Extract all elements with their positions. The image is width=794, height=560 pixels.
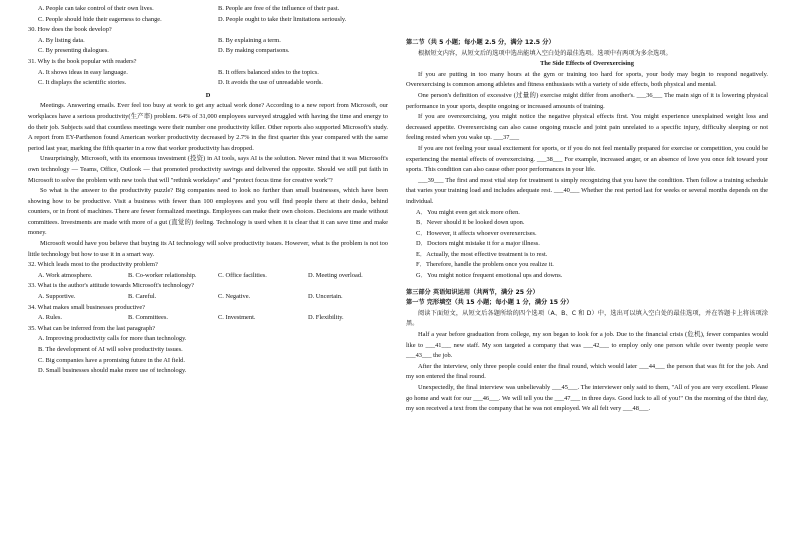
passage-title: The Side Effects of Overexercising xyxy=(540,60,634,68)
passage-paragraph: Unsurprisingly, Microsoft, with its enormous investment (投资) in AI tools, says AI is the solution. Never mind that it was Microsoft's own technology — Teams, Office, Outlook — that promoted productivity savings and delivered the opposite. Should we still put faith in Microsoft to solve the problem with new tools that will "rethink workdays" and "protect focus time for creative work"? xyxy=(28,155,388,184)
option: C. By presenting dialogues. xyxy=(38,47,109,55)
option: B. People are free of the influence of their past. xyxy=(218,5,340,12)
cloze-paragraph: Unexpectedly, the final interview was unbelievably ___45___. The interviewer only said to them, "All of you are very excellent. Please go home and wait for our ___46___. We will tell you the ___47___ in three days. Good luck to all of you!" On the morning of the third day, my son received a text from the company that he was not employed. We all felt very ___48___. xyxy=(406,384,768,413)
option: B. Committees. xyxy=(128,314,168,322)
option: A. Improving productivity calls for more than technology. xyxy=(38,335,187,343)
cloze-paragraph: Half a year before graduation from college, my son began to look for a job. Due to the financial crisis (危机), fewer companies would like to ___41___ new staff. My son targeted a company that was ___42___ to employ only one person while over twenty people were ___43___ the job. xyxy=(406,331,768,360)
question-32: 32. Which leads most to the productivity problem? xyxy=(28,261,158,269)
part-3-heading: 第三部分 英语知识运用（共两节，满分 25 分） xyxy=(406,288,539,296)
option: D. Uncertain. xyxy=(308,293,343,301)
option: C. Big companies have a promising future in the AI field. xyxy=(38,356,185,364)
option-row xyxy=(28,292,388,303)
option: C. Investment. xyxy=(218,314,256,322)
option-row xyxy=(28,15,388,26)
part-3-subheading: 第一节 完形填空（共 15 小题；每小题 1 分，满分 15 分） xyxy=(406,299,573,307)
section-2-instructions: 根据短文内容，从短文后的选项中选出能填入空白处的最佳选项。选项中有两项为多余选项。 xyxy=(418,49,672,57)
section-2-heading: 第二节（共 5 小题；每小题 2.5 分，满分 12.5 分） xyxy=(406,39,555,46)
question-33: 33. What is the author's attitude towards Microsoft's technology? xyxy=(28,282,195,290)
passage-paragraph: If you are overexercising, you might notice the negative physical effects first. You might experience unexplained weight loss and decreased appetite. Overexercising can also cause ongoing muscle and joint pain unrelated to a specific injury, difficulty sleeping or not feeling rested when you wake up. ___37___ xyxy=(406,113,768,142)
passage-paragraph: If you are putting in too many hours at the gym or training too hard for sports, your body may begin to respond negatively. Overexercising is common among athletes and fitness enthusiasts with a variety of side effects, both physical and mental. xyxy=(406,70,768,89)
option-row xyxy=(28,68,388,79)
option: A. It shows ideas in easy language. xyxy=(38,68,128,76)
option: B. Careful. xyxy=(128,293,157,301)
option: A. Rules. xyxy=(38,314,62,322)
option: A. People can take control of their own lives. xyxy=(38,5,154,12)
question-31: 31. Why is the book popular with readers? xyxy=(28,57,137,65)
option: E．Actually, the most effective treatment is to rest. xyxy=(416,250,548,258)
right-column xyxy=(406,4,768,415)
option: F．Therefore, handle the problem once you realize it. xyxy=(416,261,554,269)
option: C．However, it affects whoever overexercises. xyxy=(416,229,537,237)
option: D．Doctors might mistake it for a major illness. xyxy=(416,240,540,248)
passage-paragraph: If you are not feeling your usual excitement for sports, or if you do not feel mentally prepared for exercise or competition, you could be experiencing the mental effects of overexercising. ___38___ For example, increased anger, or an absence of love you once felt toward your sports. This condition can also cause other poor performances in your life. xyxy=(406,144,768,174)
option: D. Meeting overload. xyxy=(308,271,363,279)
left-column xyxy=(28,4,388,377)
option: B．Never should it be looked down upon. xyxy=(416,219,525,227)
section-d-heading: D xyxy=(205,91,211,99)
option-row xyxy=(28,271,388,282)
passage-paragraph: Microsoft would have you believe that buying its AI technology will solve productivity issues. However, what is the problem is not too little technology but how to use it in a smart way. xyxy=(28,240,388,258)
option-row xyxy=(28,78,388,89)
option: C. It displays the scientific stories. xyxy=(38,79,127,87)
option: C. Negative. xyxy=(218,293,251,301)
option: B. By explaining a term. xyxy=(218,36,281,44)
passage-paragraph: Meetings. Answering emails. Ever feel too busy at work to get any actual work done? According to a new report from Microsoft, our workplaces have a serious productivity(生产率) problem. 64% of 31,000 employees surveyed struggled with having the time and energy to do their job. Subjects said that countless meetings were their number one productivity killer. Other reports also supported Microsoft's study. A report from EY-Parthenon found American worker productivity decreased by 2.7% in the first quarter this year compared with the same period last year, marking the fifth quarter in a row that worker productivity has dropped. xyxy=(28,102,388,152)
option: D. By making comparisons. xyxy=(218,47,290,55)
question-30: 30. How does the book develop? xyxy=(28,26,112,34)
passage-paragraph: ___39___ The first and most vital step for treatment is simply recognizing that you have the condition. Then follow a training schedule that varies your training load and includes adequate rest. ___40___ Whether the rest period last for weeks or several months depends on the individual. xyxy=(406,176,768,205)
option: A. Work atmosphere. xyxy=(38,271,93,279)
option: D. People ought to take their limitations seriously. xyxy=(218,15,347,23)
cloze-paragraph: After the interview, only three people could enter the final round, which would later ___44___ the person that was fit for the job. And my son entered the final round. xyxy=(406,362,768,381)
option: B. Co-worker relationship. xyxy=(128,271,197,279)
passage-paragraph: One person's definition of excessive (过量的) exercise might differ from another's. ___36___ The main sign of it is lowering physical performance in your sports, despite ongoing or increased amounts of training. xyxy=(406,91,768,110)
passage-paragraph: So what is the answer to the productivity puzzle? Big companies need to look no further than small businesses, which have been showing how to be productive. Visit a business with fewer than 100 employees and you will find people there at their desks, behind counters, or in front of machines. There are fewer formalized meetings. Employees can make their own choices. Decisions are made without committees. Investments are made with more of a gut (直觉的) feeling. Technology is used when it is clear that it can save time and make money. xyxy=(28,187,388,237)
option: B. The development of AI will solve productivity issues. xyxy=(38,346,183,353)
option: C. People should hide their eagerness to change. xyxy=(38,15,162,23)
option-row xyxy=(28,313,388,324)
option: D. It avoids the use of unreadable words. xyxy=(218,79,323,87)
option-row xyxy=(28,36,388,47)
option: A. By listing data. xyxy=(38,36,85,44)
option: G．You might notice frequent emotional ups and downs. xyxy=(416,272,563,280)
option: C. Office facilities. xyxy=(218,271,267,279)
option: D. Flexibility. xyxy=(308,314,344,322)
question-35: 35. What can be inferred from the last paragraph? xyxy=(28,324,156,332)
option: A．You might even get sick more often. xyxy=(416,208,520,216)
option: A. Supportive. xyxy=(38,293,76,301)
option: B. It offers balanced sides to the topics. xyxy=(218,68,319,76)
question-34: 34. What makes small businesses productive? xyxy=(28,303,146,311)
option-row xyxy=(28,46,388,57)
part-3-instructions: 阅读下面短文，从短文后各题所给的四个选项（A、B、C 和 D）中，选出可以填入空白处的最佳选项，并在答题卡上将该项涂黑。 xyxy=(406,309,768,328)
option-row xyxy=(28,4,388,15)
option: D. Small businesses should make more use of technology. xyxy=(38,367,187,375)
